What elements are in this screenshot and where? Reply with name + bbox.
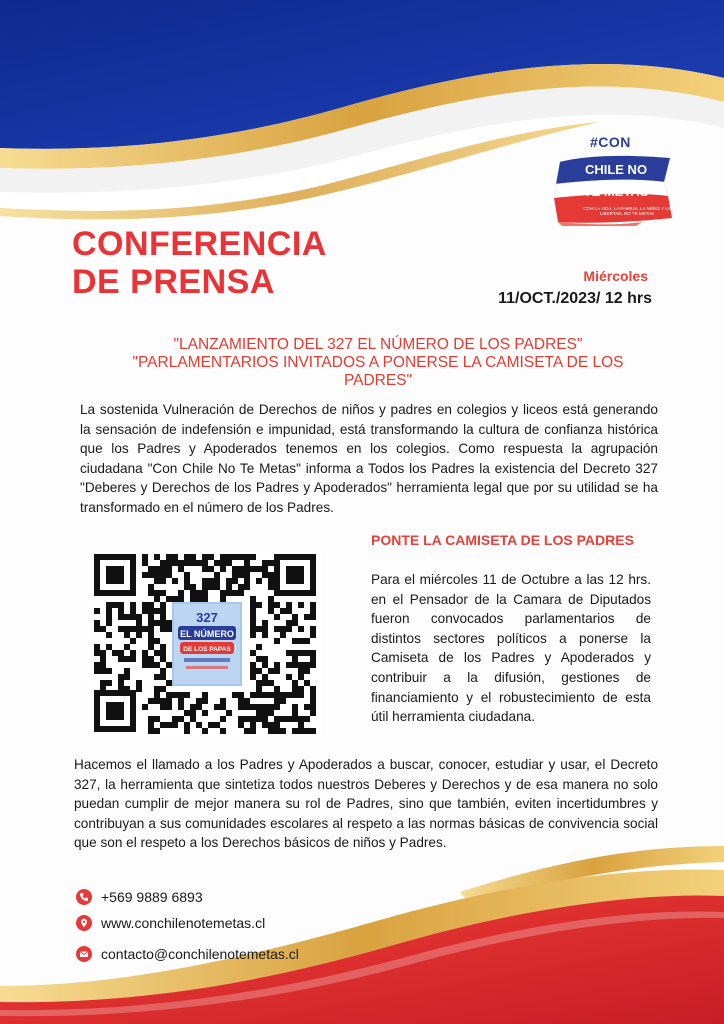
headline bbox=[78, 336, 678, 390]
badge-number: 327 bbox=[196, 610, 218, 625]
logo-tagline: CON LA VIDA, LA FAMILIA, LA NIÑEZ Y LA LIBERTAD, NO TE METAS bbox=[583, 206, 671, 216]
contact-phone-text: +569 9889 6893 bbox=[101, 889, 203, 905]
side-title: PONTE LA CAMISETA DE LOS PADRES bbox=[371, 532, 634, 548]
contact-phone bbox=[76, 889, 203, 905]
contact-web-link[interactable]: www.conchilenotemetas.cl bbox=[101, 915, 266, 931]
location-pin-icon bbox=[76, 915, 92, 931]
contact-email bbox=[76, 946, 299, 962]
intro-paragraph: La sostenida Vulneración de Derechos de niños y padres en colegios y liceos está generando la sensación de indefensión e impunidad, está transformando la cultura de confianza histórica que los Padres y Apoderados tenemos en los colegios. Como respuesta la agrupación ciudadana "Con Chile No Te Metas" informa a Todos los Padres la existencia del Decreto 327 "Deberes y Derechos de los Padres y Apoderados" herramienta legal que por su utilidad se ha transformado en el número de los Padres. bbox=[80, 402, 658, 515]
contact-email-link[interactable]: contacto@conchilenotemetas.cl bbox=[101, 946, 299, 962]
event-day: Miércoles bbox=[583, 268, 648, 284]
event-date: 11/OCT./2023/ 12 hrs bbox=[498, 290, 652, 307]
page-title-line-2: DE PRENSA bbox=[72, 263, 275, 301]
mail-icon bbox=[76, 946, 92, 962]
logo-line-1: CHILE NO bbox=[584, 162, 648, 177]
badge-line-1: EL NÚMERO bbox=[180, 629, 234, 639]
logo-line-2: TE METAS bbox=[583, 184, 649, 199]
side-paragraph: Para el miércoles 11 de Octubre a las 12 hrs. en el Pensador de la Camara de Diputados fueron convocados parlamentarios de distintos sectores políticos a ponerse la Camiseta de los Padres y Apoderados y contribuir a la difusión, gestiones de financiamiento y el robustecimiento de esta útil herramienta ciudadana. bbox=[371, 572, 651, 725]
numero-327-badge bbox=[172, 602, 242, 686]
con-chile-no-te-metas-logo bbox=[552, 132, 676, 228]
logo-hashtag: #CON bbox=[590, 134, 631, 150]
headline-line-2: "PARLAMENTARIOS INVITADOS A PONERSE LA CAMISETA DE LOS bbox=[132, 354, 624, 371]
phone-icon bbox=[76, 889, 92, 905]
badge-line-2: DE LOS PAPAS bbox=[183, 646, 231, 653]
contact-web bbox=[76, 915, 265, 931]
headline-line-3: PADRES" bbox=[343, 372, 413, 389]
headline-line-1: "LANZAMIENTO DEL 327 EL NÚMERO DE LOS PADRES" bbox=[173, 336, 583, 353]
page-title bbox=[72, 225, 327, 301]
page-title-line-1: CONFERENCIA bbox=[72, 225, 327, 263]
qr-code bbox=[88, 550, 322, 736]
closing-paragraph: Hacemos el llamado a los Padres y Apoderados a buscar, conocer, estudiar y usar, el Decreto 327, la herramienta que sintetiza todos nuestros Deberes y Derechos y de esa manera no solo puedan cumplir de mejor manera su rol de Padres, sino que también, eviten incertidumbres y contribuyan a sus comunidades escolares al respeto a las normas básicas de convivencia social que son el respeto a los Derechos básicos de niños y Padres. bbox=[74, 757, 658, 851]
